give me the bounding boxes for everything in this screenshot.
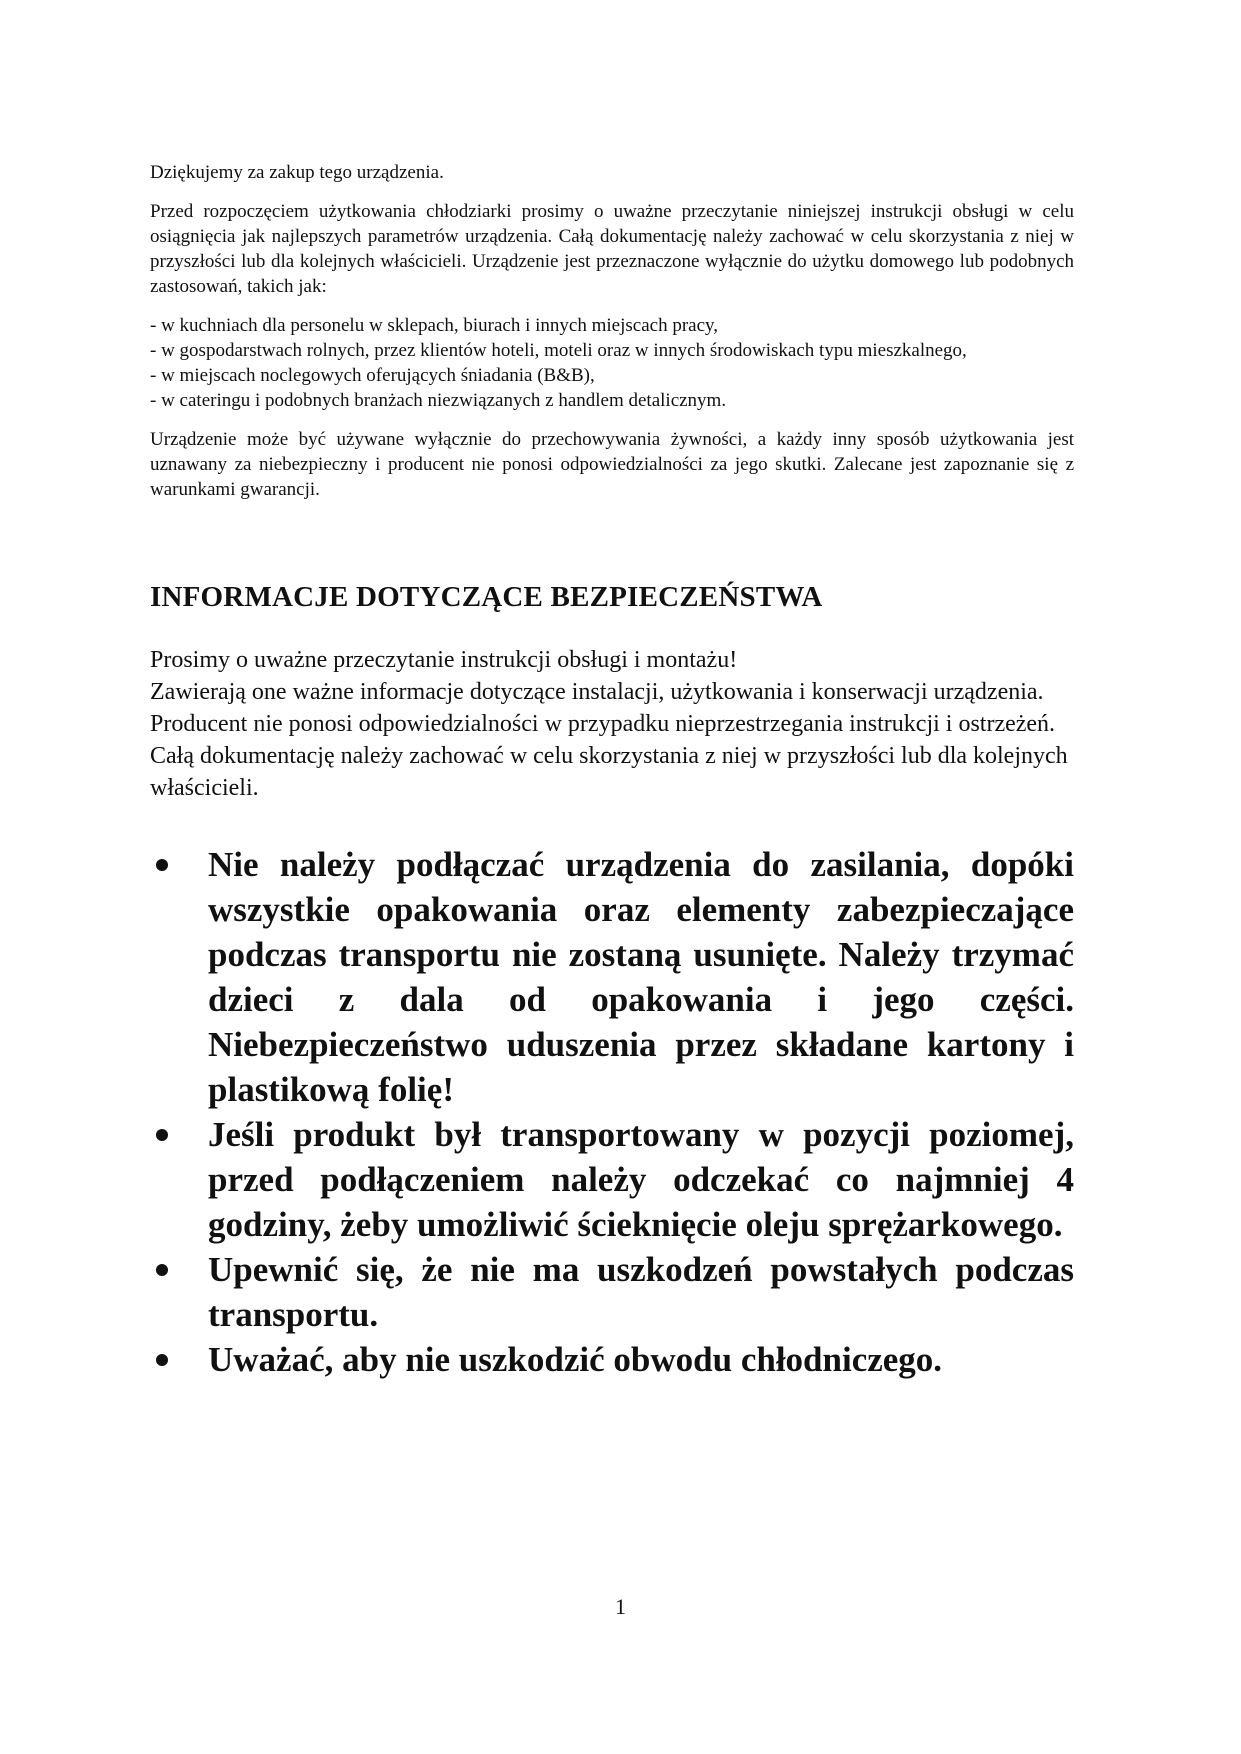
list-item: - w gospodarstwach rolnych, przez klientów hoteli, moteli oraz w innych środowiskach typu mieszkalnego, [150, 340, 967, 361]
safety-line: Zawierają one ważne informacje dotyczące instalacji, użytkowania i konserwacji urządzenia. [150, 679, 1044, 705]
bullet-dot-icon [156, 1129, 168, 1141]
safety-line: Prosimy o uważne przeczytanie instrukcji obsługi i montażu! [150, 647, 738, 673]
bullet-item [150, 842, 1074, 1112]
warning-paragraph: Urządzenie może być używane wyłącznie do przechowywania żywności, a każdy inny sposób użytkowania jest uznawany za niebezpieczny i producent nie ponosi odpowiedzialności za jego skutki. Zalecane jest zapoznanie się z warunkami gwarancji. [150, 429, 1074, 500]
safety-line: Całą dokumentację należy zachować w celu skorzystania z niej w przyszłości lub dla kolejnych właścicieli. [150, 743, 1068, 801]
list-item: - w kuchniach dla personelu w sklepach, biurach i innych miejscach pracy, [150, 315, 719, 336]
list-item: - w cateringu i podobnych branżach niezwiązanych z handlem detalicznym. [150, 390, 727, 411]
bullet-item [150, 1247, 1074, 1337]
thanks-line: Dziękujemy za zakup tego urządzenia. [150, 162, 444, 183]
document-page [150, 160, 1074, 1382]
bullet-text: Jeśli produkt był transportowany w pozycji poziomej, przed podłączeniem należy odczekać co najmniej 4 godziny, żeby umożliwić ścieknięcie oleju sprężarkowego. [208, 1115, 1074, 1244]
bullet-text: Upewnić się, że nie ma uszkodzeń powstałych podczas transportu. [208, 1250, 1074, 1334]
safety-intro [150, 644, 1074, 804]
bullet-text: Uważać, aby nie uszkodzić obwodu chłodniczego. [208, 1340, 943, 1379]
bullet-dot-icon [156, 859, 168, 871]
safety-bullets [150, 842, 1074, 1382]
bullet-dot-icon [156, 1264, 168, 1276]
intro-section [150, 160, 1074, 502]
bullet-item [150, 1337, 1074, 1382]
safety-line: Producent nie ponosi odpowiedzialności w przypadku nieprzestrzegania instrukcji i ostrzeżeń. [150, 711, 1056, 737]
intro-paragraph: Przed rozpoczęciem użytkowania chłodziarki prosimy o uważne przeczytanie niniejszej instrukcji obsługi w celu osiągnięcia jak najlepszych parametrów urządzenia. Całą dokumentację należy zachować w celu skorzystania z niej w przyszłości lub dla kolejnych właścicieli. Urządzenie jest przeznaczone wyłącznie do użytku domowego lub podobnych zastosowań, takich jak: [150, 201, 1074, 297]
uses-list [150, 313, 1074, 413]
page-number: 1 [615, 1594, 626, 1619]
safety-heading: INFORMACJE DOTYCZĄCE BEZPIECZEŃSTWA [150, 581, 823, 613]
bullet-item [150, 1112, 1074, 1247]
list-item: - w miejscach noclegowych oferujących śniadania (B&B), [150, 365, 595, 386]
bullet-text: Nie należy podłączać urządzenia do zasilania, dopóki wszystkie opakowania oraz elementy zabezpieczające podczas transportu nie zostaną usunięte. Należy trzymać dzieci z dala od opakowania i jego części. Niebezpieczeństwo uduszenia przez składane kartony i plastikową folię! [208, 845, 1074, 1109]
bullet-dot-icon [156, 1354, 168, 1366]
